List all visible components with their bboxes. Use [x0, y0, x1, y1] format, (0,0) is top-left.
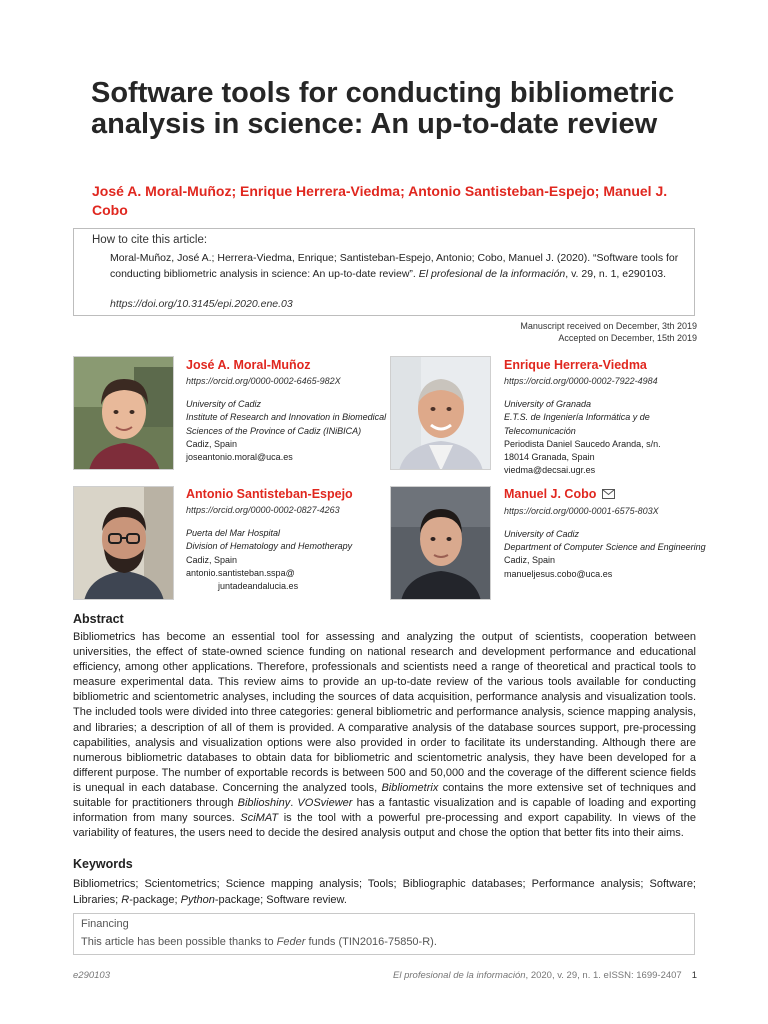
author-photo	[390, 356, 491, 470]
author-orcid-link[interactable]: https://orcid.org/0000-0002-6465-982X	[186, 376, 341, 386]
affiliation-line: E.T.S. de Ingeniería Informática y de Telecomunicación	[504, 412, 650, 436]
tool-name: SciMAT	[240, 812, 279, 825]
received-date: Manuscript received on December, 3th 2019	[520, 321, 697, 331]
keyword-part: Python	[180, 893, 215, 906]
author-affiliation	[186, 398, 396, 464]
author-affiliation	[504, 398, 714, 478]
keywords-text	[73, 877, 696, 908]
author-orcid-link[interactable]: https://orcid.org/0000-0001-6575-803X	[504, 505, 659, 516]
author-name	[504, 486, 714, 503]
author-affiliation	[186, 527, 396, 593]
financing-part: This article has been possible thanks to	[81, 936, 277, 948]
citation-label: How to cite this article:	[92, 234, 208, 246]
article-title: Software tools for conducting bibliometric analysis in science: An up-to-date review	[91, 77, 675, 140]
keyword-part: Bibliometrics; Scientometrics; Science mapping analysis; Tools; Bibliographic databases; Performance analysis; Software; Libraries;	[73, 878, 696, 906]
author-info	[186, 486, 396, 593]
abstract-text	[73, 630, 696, 841]
affiliation-line: Institute of Research and Innovation in Biomedical Sciences of the Province of Cadiz (INiBICA)	[186, 412, 387, 436]
affiliation-line: Division of Hematology and Hemotherapy	[186, 541, 353, 552]
affiliation-line: Cadiz, Spain	[504, 555, 556, 566]
keyword-part: -package;	[129, 893, 181, 906]
affiliation-line: University of Cadiz	[504, 528, 580, 539]
tool-name: Bibliometrix	[381, 781, 439, 794]
footer-journal: El profesional de la información	[393, 970, 526, 981]
author-photo	[390, 486, 491, 600]
author-info	[504, 357, 714, 478]
financing-text	[81, 936, 437, 948]
affiliation-line: University of Cadiz	[186, 399, 262, 409]
citation-volume: , v. 29, n. 1, e290103.	[565, 268, 667, 280]
citation-authors: Moral-Muñoz, José A.; Herrera-Viedma, Enrique; Santisteban-Espejo, Antonio; Cobo, Manuel J.	[110, 252, 554, 264]
keyword-part: -package; Software review.	[214, 893, 347, 906]
author-info	[504, 486, 714, 581]
author-name: Antonio Santisteban-Espejo	[186, 487, 353, 501]
author-affiliation	[504, 528, 714, 581]
author-email[interactable]: manueljesus.cobo@uca.es	[504, 568, 613, 579]
citation-text	[110, 250, 680, 282]
abstract-part: .	[290, 797, 298, 810]
manuscript-dates	[520, 320, 697, 344]
footer-article-id: e290103	[73, 970, 110, 981]
abstract-part: Bibliometrics has become an essential tool for assessing and analyzing the output of scientists, cooperation between universities, the effect of state-owned science funding on national research and development performance and educational efficiency, among other applications. Therefore, professionals and scientists need a range of theoretical and practical tools to measure experimental data. This review aims to provide an up-to-date review of the various tools available for conducting bibliometric and scientometric analyses, including the sources of data acquisition, performance analysis and visualization tools. The included tools were divided into three categories: general bibliometric and performance analysis, science mapping analysis, and libraries; a description of all of them is provided. A comparative analysis of the database sources support, pre-processing capabilities, analysis and visualization options were also provided in order to facilitate its understanding. Although there are numerous bibliometric databases to obtain data for bibliometric and scientometric analysis, they have been developed for a different purpose. The number of exportable records is between 500 and 50,000 and the coverage of the different science fields is unequal in each database. Concerning the analyzed tools,	[73, 631, 696, 794]
abstract-part: contains the more extensive set of techniques and suitable for practitioners through	[73, 781, 696, 810]
affiliation-line: University of Granada	[504, 399, 592, 409]
author-info	[186, 357, 396, 464]
affiliation-line: Cadiz, Spain	[186, 438, 238, 449]
affiliation-line: Periodista Daniel Saucedo Aranda, s/n.	[504, 438, 661, 449]
affiliation-line: 18014 Granada, Spain	[504, 452, 595, 463]
footer-journal-info	[393, 970, 697, 981]
financing-box	[73, 913, 695, 955]
author-email[interactable]: antonio.santisteban.sspa@	[186, 567, 295, 578]
citation-journal: El profesional de la información	[418, 268, 566, 280]
author-photo	[73, 486, 174, 600]
accepted-date: Accepted on December, 15th 2019	[558, 333, 697, 343]
keywords-heading: Keywords	[73, 857, 133, 871]
financing-part: Feder	[276, 936, 306, 948]
abstract-heading: Abstract	[73, 612, 124, 626]
author-name-text: Manuel J. Cobo	[504, 487, 597, 501]
author-orcid-link[interactable]: https://orcid.org/0000-0002-7922-4984	[504, 376, 658, 386]
financing-part: funds (TIN2016-75850-R).	[305, 936, 437, 948]
affiliation-line: Cadiz, Spain	[186, 554, 238, 565]
tool-name: Biblioshiny	[237, 797, 291, 810]
author-orcid-link[interactable]: https://orcid.org/0000-0002-0827-4263	[186, 505, 340, 515]
abstract-part: has a fantastic visualization and is capable of loading and exporting information from many sources.	[73, 797, 696, 825]
financing-heading: Financing	[81, 918, 129, 930]
keyword-part: R	[121, 893, 130, 906]
page-number: 1	[691, 970, 697, 981]
author-name: José A. Moral-Muñoz	[186, 358, 311, 372]
citation-doi-link[interactable]: https://doi.org/10.3145/epi.2020.ene.03	[110, 298, 293, 310]
abstract-part: is the tool with a powerful pre-processing and export capability. In views of the variability of features, the users need to decide the desired analysis output and chose the option that better fits into their aims.	[73, 812, 696, 840]
author-email-continued[interactable]: juntadeandalucia.es	[218, 581, 299, 592]
author-photo	[73, 356, 174, 470]
footer-issue: , 2020, v. 29, n. 1. eISSN: 1699-2407	[525, 970, 682, 981]
author-email[interactable]: viedma@decsai.ugr.es	[504, 465, 596, 476]
tool-name: VOSviewer	[297, 797, 353, 810]
authors-line: José A. Moral-Muñoz; Enrique Herrera-Viedma; Antonio Santisteban-Espejo; Manuel J. Cobo	[92, 183, 668, 218]
citation-box	[73, 228, 695, 316]
author-email[interactable]: joseantonio.moral@uca.es	[186, 452, 293, 463]
author-name: Enrique Herrera-Viedma	[504, 358, 647, 372]
envelope-icon[interactable]	[602, 487, 615, 503]
affiliation-line: Puerta del Mar Hospital	[186, 528, 281, 538]
citation-year-title: (2020). “Software tools for conducting bibliometric analysis in science: An up-to-date review”.	[110, 252, 679, 280]
affiliation-line: Department of Computer Science and Engineering	[504, 542, 706, 552]
